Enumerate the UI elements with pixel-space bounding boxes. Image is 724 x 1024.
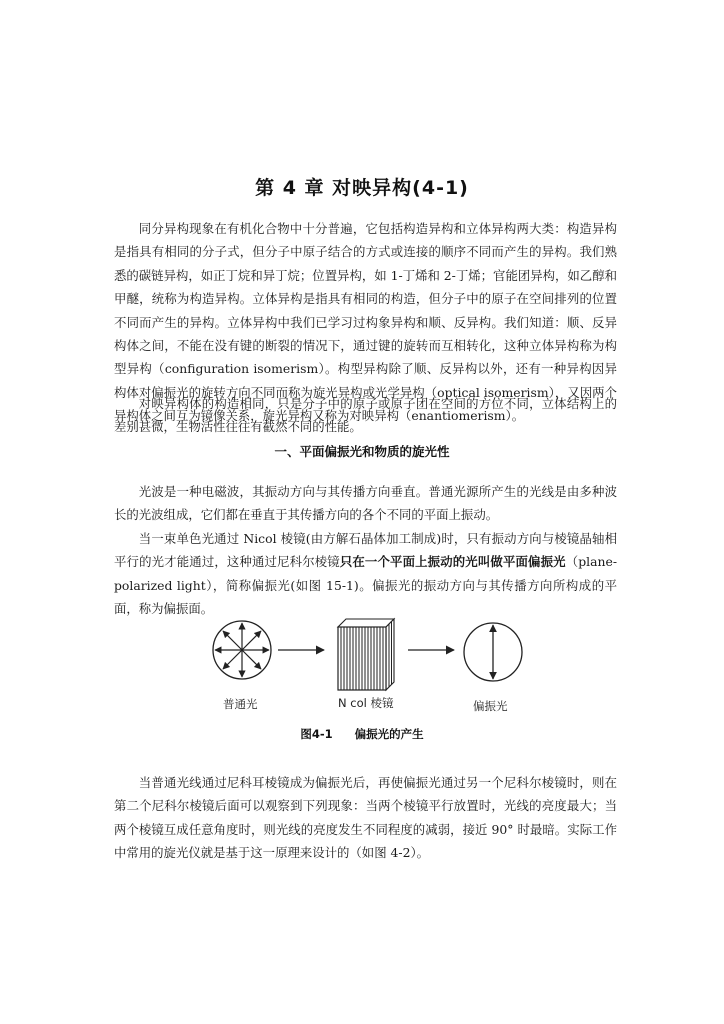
section-paragraph-3: 当普通光线通过尼科耳棱镜成为偏振光后，再使偏振光通过另一个尼科尔棱镜时，则在第二个尼科尔棱镜后面可以观察到下列现象：当两个棱镜平行放置时，光线的亮度最大；当两个棱镜互成任意角度时，则光线的亮度发生不同程度的减弱，接近 90° 时最暗。实际工作中常用的旋光仪就是基于这一原理来设计的（如图 4-2）。 bbox=[114, 775, 617, 861]
nicol-prism bbox=[338, 619, 394, 690]
figure-number: 图4-1 bbox=[300, 727, 333, 741]
polarized-light-symbol bbox=[464, 623, 522, 681]
label-ordinary-light: 普通光 bbox=[223, 697, 258, 711]
definition-bold: 只在一个平面上振动的光叫做平面偏振光 bbox=[339, 554, 566, 570]
section-paragraph-1: 光波是一种电磁波，其振动方向与其传播方向垂直。普通光源所产生的光线是由多种波长的光波组成，它们都在垂直于其传播方向的各个不同的平面上振动。 bbox=[114, 484, 617, 523]
ordinary-light-symbol bbox=[213, 621, 271, 679]
label-nicol-prism: N col 棱镜 bbox=[338, 696, 394, 710]
intro-paragraph-2: 对映异构体的构造相同，只是分子中的原子或原子团在空间的方位不同，立体结构上的差别甚微，生物活性往往有截然不同的性能。 bbox=[114, 396, 617, 435]
figure-polarized-light bbox=[200, 612, 530, 722]
paragraph-text: 当一束单色光通过 Nicol 棱镜(由方解石晶体加工制成)时，只有振动方向与棱镜晶轴相平行的光才能通过，这种通过尼科尔棱镜 bbox=[114, 531, 617, 570]
chapter-title: 第 4 章 对映异构(4-1) bbox=[255, 177, 469, 199]
section-paragraph-2 bbox=[114, 527, 617, 621]
intro-paragraph-1: 同分异构现象在有机化合物中十分普遍，它包括构造异构和立体异构两大类：构造异构是指具有相同的分子式，但分子中原子结合的方式或连接的顺序不同而产生的异构。我们熟悉的碳链异构，如正丁烷和异丁烷；位置异构，如 1-丁烯和 2-丁烯；官能团异构，如乙醇和甲醚，统称为构造异构。立体异构是指具有相同的构造，但分子中的原子在空间排列的位置不同而产生的异构。立体异构中我们已学习过构象异构和顺、反异构。我们知道：顺、反异构体之间，不能在没有键的断裂的情况下，通过键的旋转而互相转化，这种立体异构称为构型异构（configuration isomerism）。构型异构除了顺、反异构以外，还有一种异构因异构体对偏振光的旋转方向不同而称为旋光异构或光学异构（optical isomerism），又因两个异构体之间互为镜像关系，旋光异构又称为对映异构（enantiomerism）。 bbox=[114, 221, 617, 424]
figure-caption bbox=[0, 726, 724, 742]
figure-title: 偏振光的产生 bbox=[354, 727, 424, 741]
label-polarized-light: 偏振光 bbox=[473, 699, 508, 713]
section-heading: 一、平面偏振光和物质的旋光性 bbox=[274, 444, 450, 459]
paragraph-text: （plane-polarized light），简称偏振光(如图 15-1)。偏振光的振动方向与其传播方向所构成的平面，称为偏振面。 bbox=[114, 554, 618, 617]
